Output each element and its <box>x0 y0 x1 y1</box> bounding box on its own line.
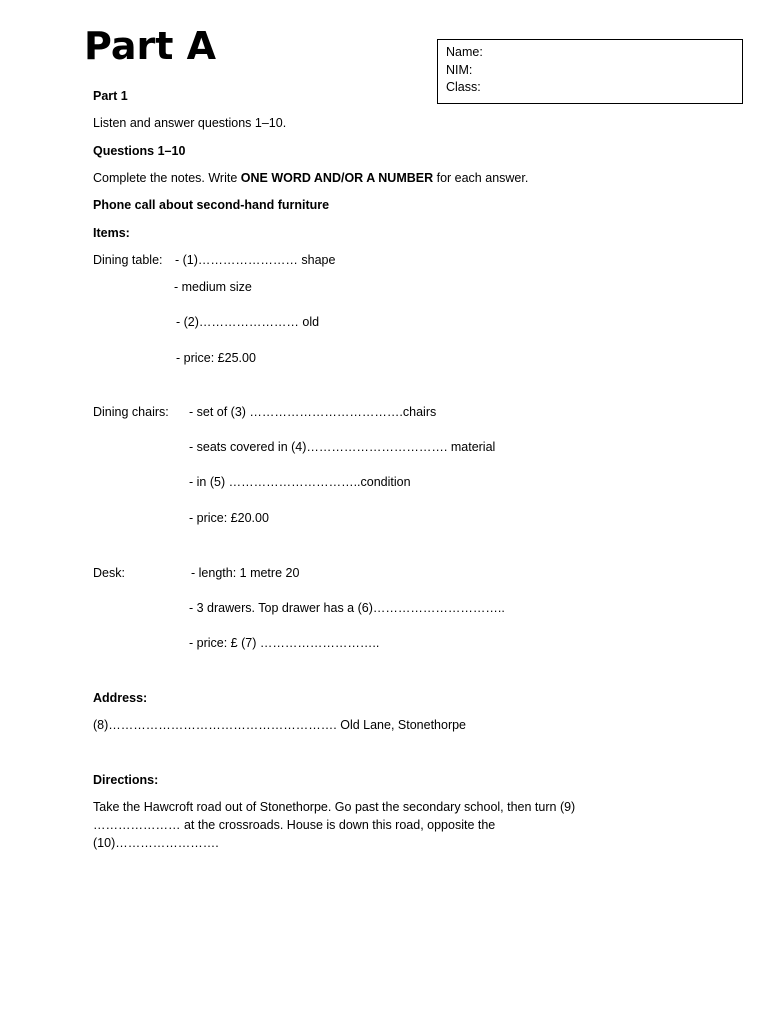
notes-instruction-before: Complete the notes. Write <box>93 171 241 185</box>
items-label: Items: <box>93 226 130 240</box>
desk-label: Desk: <box>93 566 125 580</box>
desk-line-3: - price: £ (7) ……………………….. <box>189 636 380 650</box>
listen-instruction: Listen and answer questions 1–10. <box>93 116 287 130</box>
dining-chairs-label: Dining chairs: <box>93 405 169 419</box>
dining-chairs-line-3: - in (5) …………………………..condition <box>189 475 411 489</box>
directions-label: Directions: <box>93 773 159 787</box>
address-line: (8)………………………………………………. Old Lane, Stonethorpe <box>93 718 467 732</box>
page-title: Part A <box>84 24 217 68</box>
dining-chairs-line-4: - price: £20.00 <box>189 511 269 525</box>
questions-label: Questions 1–10 <box>93 144 186 158</box>
desk-line-1: - length: 1 metre 20 <box>191 566 300 580</box>
part-label: Part 1 <box>93 89 128 103</box>
dining-table-label: Dining table: <box>93 253 163 267</box>
directions-text: Take the Hawcroft road out of Stonethorpe. Go past the secondary school, then turn (9) ………………… at the crossroads. House is down this road, opposite the (10)……………………. <box>93 800 576 850</box>
dining-table-line-2: - medium size <box>174 280 252 294</box>
address-label: Address: <box>93 691 148 705</box>
nim-label: NIM: <box>446 62 473 77</box>
dining-table-line-3: - (2)…………………… old <box>176 315 320 329</box>
class-label: Class: <box>446 80 481 94</box>
notes-instruction-emphasis: ONE WORD AND/OR A NUMBER <box>240 171 434 185</box>
notes-instruction-after: for each answer. <box>433 171 529 185</box>
student-info-box <box>437 39 743 104</box>
dining-chairs-line-2: - seats covered in (4)……………………………. material <box>189 440 496 454</box>
notes-instruction <box>93 170 528 186</box>
dining-table-line-1: - (1)…………………… shape <box>175 253 336 267</box>
dining-table-line-4: - price: £25.00 <box>176 351 256 365</box>
desk-line-2: - 3 drawers. Top drawer has a (6)………………………….. <box>189 601 505 615</box>
dining-chairs-line-1: - set of (3) ……………………………….chairs <box>189 405 437 419</box>
topic-heading: Phone call about second-hand furniture <box>93 198 330 212</box>
name-label: Name: <box>446 45 483 59</box>
